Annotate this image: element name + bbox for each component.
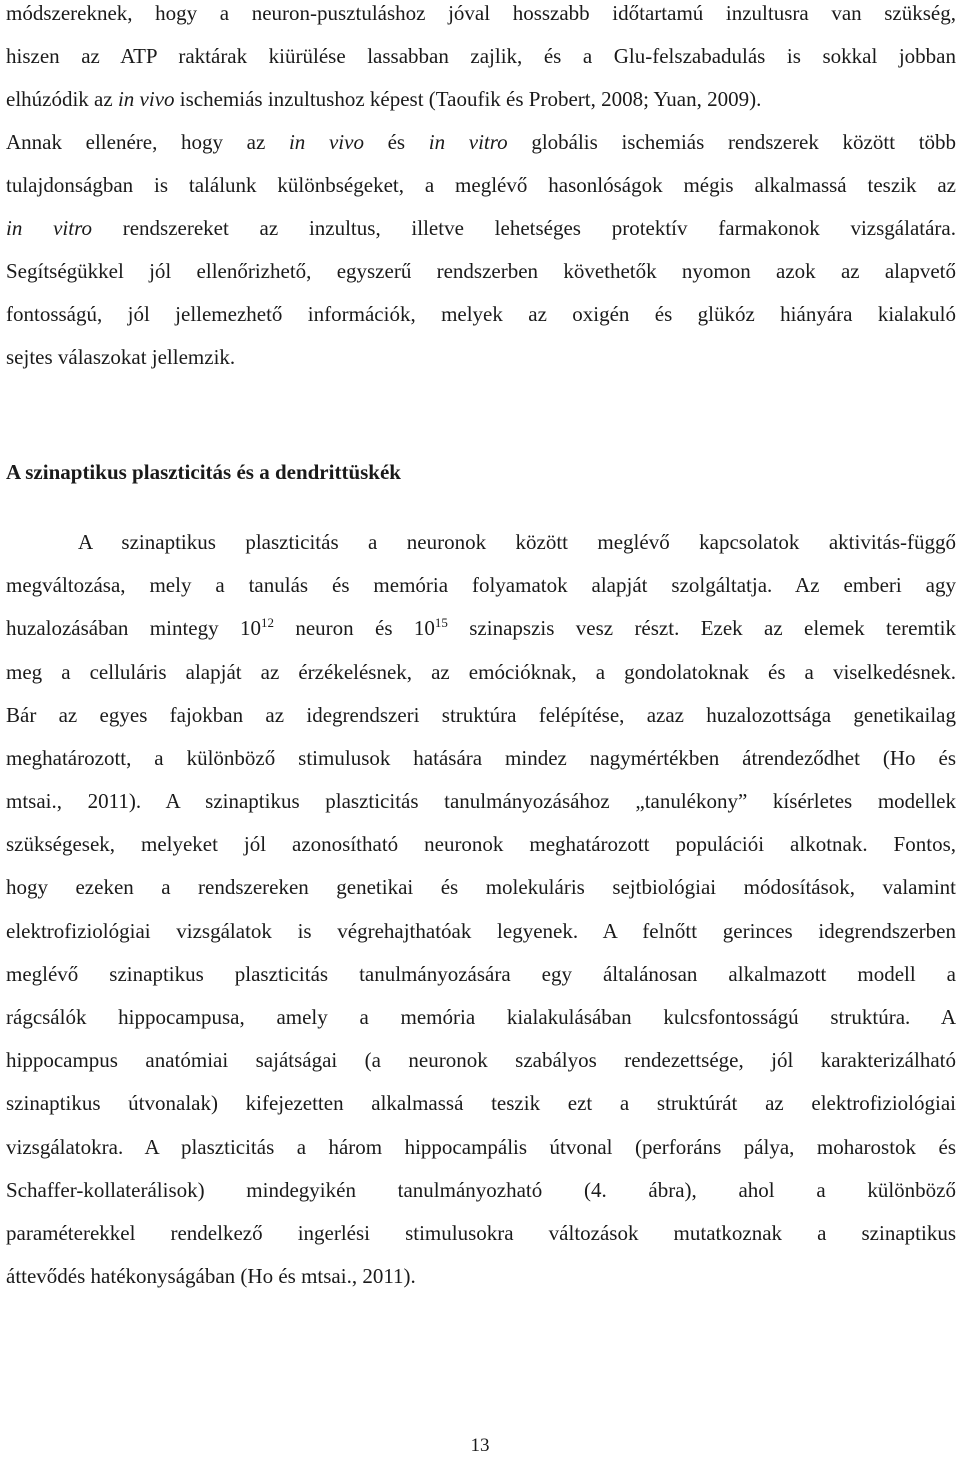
paragraph-line: Schaffer-kollaterálisok) mindegyikén tanulmányozható (4. ábra), ahol a különböző <box>6 1178 956 1202</box>
paragraph-line: módszereknek, hogy a neuron-pusztuláshoz jóval hosszabb időtartamú inzultusra van szükség, <box>6 1 956 25</box>
paragraph-line: meglévő szinaptikus plaszticitás tanulmányozására egy általánosan alkalmazott modell a <box>6 962 956 986</box>
paragraph-line: áttevődés hatékonyságában (Ho és mtsai., 2011). <box>6 1264 416 1288</box>
paragraph-line: huzalozásában mintegy $10^{12}$ neuron és $10^{15}$ szinapszis vesz részt. Ezek az elemek teremtik <box>6 615 956 640</box>
paragraph-line: meg a celluláris alapját az érzékelésnek, az emócióknak, a gondolatoknak és a viselkedésnek. <box>6 660 956 684</box>
paragraph-line: A szinaptikus plaszticitás a neuronok között meglévő kapcsolatok aktivitás-függő <box>78 530 956 554</box>
paragraph-line: szinaptikus útvonalak) kifejezetten alkalmassá teszik ezt a struktúrát az elektrofiziológiai <box>6 1091 956 1115</box>
italic-term: in vitro <box>428 130 508 154</box>
italic-term: in vivo <box>117 87 175 111</box>
paragraph-line: fontosságú, jól jellemezhető információk, melyek az oxigén és glükóz hiányára kialakuló <box>6 302 956 326</box>
paragraph-line: megváltozása, mely a tanulás és memória folyamatok alapját szolgáltatja. Az emberi agy <box>6 573 956 597</box>
paragraph-line: elhúzódik az in vivo ischemiás inzultushoz képest (Taoufik és Probert, 2008; Yuan, 2009). <box>6 87 762 111</box>
paragraph-line: hiszen az ATP raktárak kiürülése lassabban zajlik, és a Glu-felszabadulás is sokkal jobban <box>6 44 956 68</box>
section-heading: A szinaptikus plaszticitás és a dendrittüskék <box>6 460 401 484</box>
paragraph-line: in vitro rendszereket az inzultus, illetve lehetséges protektív farmakonok vizsgálatára. <box>6 216 956 240</box>
paragraph-line: rágcsálók hippocampusa, amely a memória kialakulásában kulcsfontosságú struktúra. A <box>6 1005 956 1029</box>
italic-term: in vitro <box>6 216 92 240</box>
paragraph-line: Segítségükkel jól ellenőrizhető, egyszerű rendszerben követhetők nyomon azok az alapvető <box>6 259 956 283</box>
exponent: 15 <box>434 615 448 630</box>
paragraph-line: vizsgálatokra. A plaszticitás a három hippocampális útvonal (perforáns pálya, moharostok és <box>6 1135 956 1159</box>
paragraph-line: szükségesek, melyeket jól azonosítható neuronok meghatározott populációi alkotnak. Fontos, <box>6 832 956 856</box>
paragraph-line: elektrofiziológiai vizsgálatok is végrehajthatóak legyenek. A felnőtt gerinces idegrendszerben <box>6 919 956 943</box>
paragraph-line: sejtes válaszokat jellemzik. <box>6 345 236 369</box>
paragraph-line: Annak ellenére, hogy az in vivo és in vitro globális ischemiás rendszerek között több <box>6 130 957 154</box>
paragraph-line: hogy ezeken a rendszereken genetikai és molekuláris sejtbiológiai módosítások, valamint <box>6 875 956 899</box>
italic-term: in vivo <box>288 130 364 154</box>
paragraph-line: Bár az egyes fajokban az idegrendszeri struktúra felépítése, azaz huzalozottsága genetikailag <box>6 703 956 727</box>
exponent: 12 <box>260 615 274 630</box>
paragraph-line: paraméterekkel rendelkező ingerlési stimulusokra változások mutatkoznak a szinaptikus <box>6 1221 956 1245</box>
paragraph-line: mtsai., 2011). A szinaptikus plaszticitás tanulmányozásához „tanulékony” kísérletes modellek <box>6 789 956 813</box>
paragraph-line: tulajdonságban is találunk különbségeket, a meglévő hasonlóságok mégis alkalmassá teszik az <box>6 173 956 197</box>
paragraph-line: hippocampus anatómiai sajátságai (a neuronok szabályos rendezettsége, jól karakterizálható <box>6 1048 956 1072</box>
page-number: 13 <box>470 1435 490 1456</box>
paragraph-line: meghatározott, a különböző stimulusok hatására mindez nagymértékben átrendeződhet (Ho és <box>6 746 956 770</box>
